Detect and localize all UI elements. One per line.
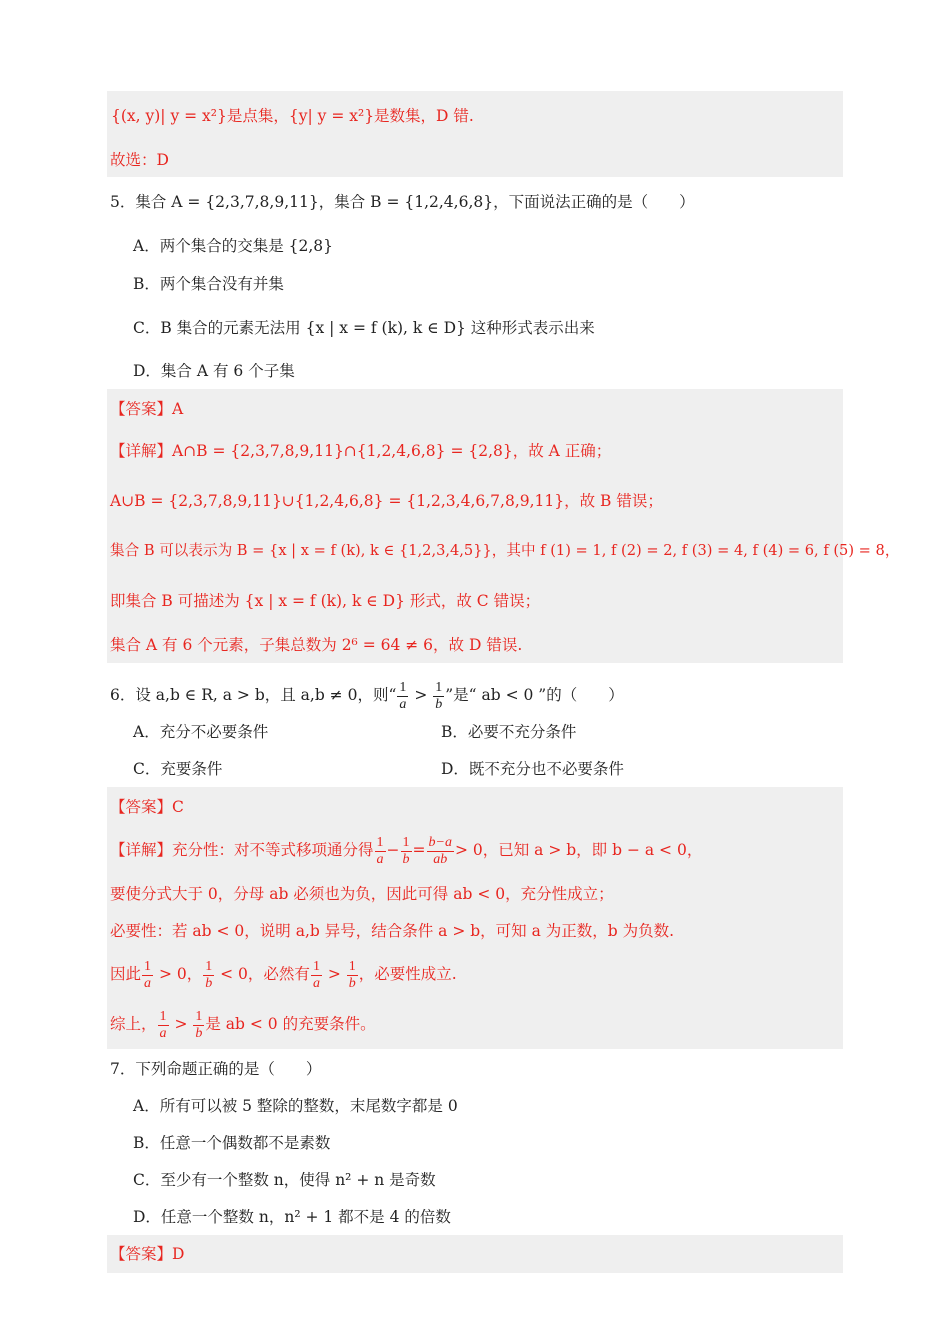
q6-explain-3: 必要性：若 ab < 0，说明 a,b 异号，结合条件 a > b，可知 a 为正数，b 为负数. [110, 922, 675, 940]
q6-stem: 6．设 a,b ∈ R, a > b，且 a,b ≠ 0，则“ $\frac{1}{a}$ > $\frac{1}{b}$ ”是“ ab < 0 ”的（ ） [110, 679, 624, 712]
q5-explain-4: 即集合 B 可描述为 {x | x = f (k), k ∈ D} 形式，故 C 错误； [110, 592, 541, 610]
q6-option-b: B．必要不充分条件 [441, 723, 577, 741]
q6-explain-4: 因此 $\frac{1}{a}$ > 0， $\frac{1}{b}$ < 0，必然有 $\frac{1}{a}$ > $\frac{1}{b}$ ，必要性成立. [110, 958, 457, 991]
q7-stem: 7．下列命题正确的是（ ） [110, 1060, 322, 1078]
fraction-b-minus-a-over-ab: $\frac{b-a}{ab}$ [428, 834, 452, 867]
q6-option-d: D．既不充分也不必要条件 [441, 760, 624, 778]
q5-option-d: D．集合 A 有 6 个子集 [133, 362, 295, 380]
fraction-1-over-a: $\frac{1}{a}$ [159, 1008, 167, 1041]
q6-option-c: C．充要条件 [133, 760, 223, 778]
fraction-1-over-b: $\frac{1}{b}$ [205, 958, 213, 991]
fraction-1-over-a: $\frac{1}{a}$ [399, 679, 407, 712]
prev-solution-line-2: 故选：D [110, 151, 169, 169]
q6-explain-1b: ，已知 a > b，即 b − a < 0， [482, 841, 703, 859]
q6-stem-part-2: ”是“ ab < 0 ”的（ ） [445, 686, 624, 704]
q6-explain-4c: ，必要性成立. [358, 965, 457, 983]
q6-explain-4b: ，必然有 [247, 965, 310, 983]
prev-solution-line-1: {(x, y)| y = x²}是点集，{y| y = x²}是数集，D 错. [111, 107, 474, 125]
q5-answer: 【答案】A [110, 400, 184, 418]
q5-answer-box [107, 389, 843, 663]
fraction-1-over-b: $\frac{1}{b}$ [435, 679, 443, 712]
fraction-1-over-a: $\frac{1}{a}$ [376, 834, 384, 867]
q5-explain-5: 集合 A 有 6 个元素，子集总数为 2⁶ = 64 ≠ 6，故 D 错误. [110, 636, 523, 654]
q5-stem: 5．集合 A = {2,3,7,8,9,11}，集合 B = {1,2,4,6,8}，下面说法正确的是（ ） [110, 193, 695, 211]
fraction-1-over-a: $\frac{1}{a}$ [144, 958, 152, 991]
q7-option-a: A．所有可以被 5 整除的整数，末尾数字都是 0 [133, 1097, 458, 1115]
q6-explain-1a: 【详解】充分性：对不等式移项通分得 [110, 841, 374, 859]
q5-explain-1: 【详解】A∩B = {2,3,7,8,9,11}∩{1,2,4,6,8} = {2,8}，故 A 正确； [110, 442, 612, 460]
q6-option-a: A．充分不必要条件 [133, 723, 269, 741]
fraction-1-over-b: $\frac{1}{b}$ [348, 958, 356, 991]
q6-explain-2: 要使分式大于 0，分母 ab 必须也为负，因此可得 ab < 0，充分性成立； [110, 885, 614, 903]
q7-option-b: B．任意一个偶数都不是素数 [133, 1134, 331, 1152]
q5-explain-2: A∪B = {2,3,7,8,9,11}∪{1,2,4,6,8} = {1,2,3,4,6,7,8,9,11}，故 B 错误； [110, 492, 663, 510]
q6-explain-5: 综上， $\frac{1}{a}$ > $\frac{1}{b}$ 是 ab < 0 的充要条件。 [110, 1008, 376, 1041]
q5-option-b: B．两个集合没有并集 [133, 275, 284, 293]
q6-explain-5a: 综上， [110, 1015, 157, 1033]
q6-explain-5b: 是 ab < 0 的充要条件。 [205, 1015, 376, 1033]
prev-solution-box [107, 91, 843, 177]
q5-option-a: A．两个集合的交集是 {2,8} [133, 237, 333, 255]
q7-answer: 【答案】D [110, 1245, 185, 1263]
q5-explain-3: 集合 B 可以表示为 B = {x | x = f (k), k ∈ {1,2,3,4,5}}，其中 f (1) = 1, f (2) = 2, f (3) = 4, f (4) = 6, f (5) = 8， [110, 542, 900, 559]
q6-answer: 【答案】C [110, 798, 184, 816]
q6-explain-1: 【详解】充分性：对不等式移项通分得 $\frac{1}{a}$ − $\frac{1}{b}$ = $\frac{b-a}{ab}$ > 0，已知 a > b，即 b − a < 0， [110, 834, 703, 867]
q7-answer-box [107, 1235, 843, 1273]
fraction-1-over-a: $\frac{1}{a}$ [312, 958, 320, 991]
fraction-1-over-b: $\frac{1}{b}$ [402, 834, 410, 867]
q5-option-c: C．B 集合的元素无法用 {x | x = f (k), k ∈ D} 这种形式表示出来 [133, 319, 595, 337]
q7-option-d: D．任意一个整数 n，n² + 1 都不是 4 的倍数 [133, 1208, 451, 1226]
q7-option-c: C．至少有一个整数 n，使得 n² + n 是奇数 [133, 1171, 436, 1189]
q6-stem-part-1: 6．设 a,b ∈ R, a > b，且 a,b ≠ 0，则“ [110, 686, 397, 704]
fraction-1-over-b: $\frac{1}{b}$ [195, 1008, 203, 1041]
q6-explain-4a: 因此 [110, 965, 142, 983]
